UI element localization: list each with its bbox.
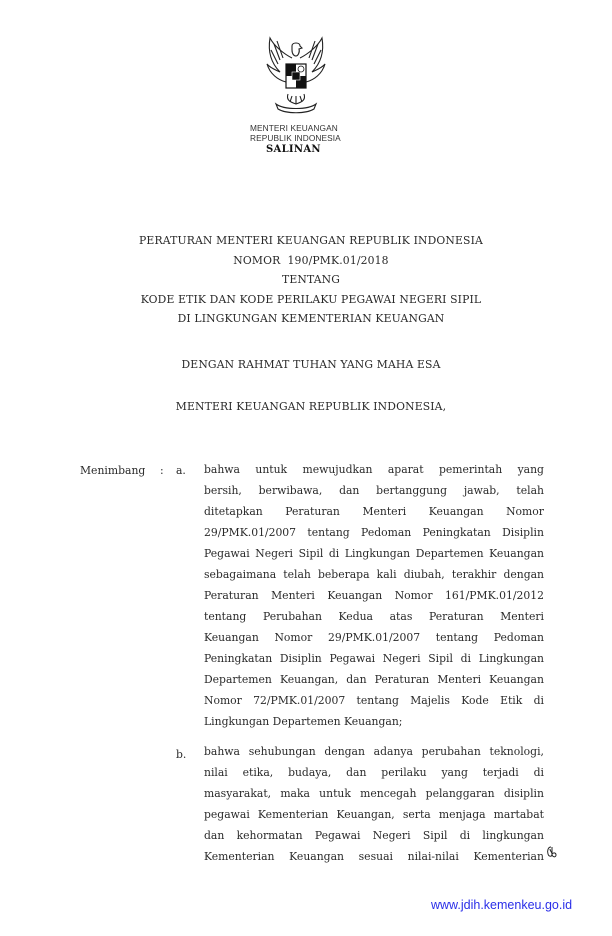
justified-words: dan kehormatan Pegawai Negeri Sipil di lingkungan — [204, 829, 544, 842]
jdih-website-link[interactable]: www.jdih.kemenkeu.go.id — [431, 898, 573, 912]
text-line — [204, 459, 544, 480]
item-marker-a: a. — [176, 464, 186, 477]
text-line — [204, 741, 544, 762]
ministry-name: MENTERI KEUANGAN — [250, 123, 338, 133]
justified-words: 29/PMK.01/2007 tentang Pedoman Peningkatan Disiplin — [204, 526, 544, 539]
justified-words: Kementerian Keuangan sesuai nilai-nilai Kementerian — [204, 850, 544, 863]
text-line — [204, 846, 544, 867]
text-line — [204, 825, 544, 846]
text-line — [204, 627, 544, 648]
invocation: DENGAN RAHMAT TUHAN YANG MAHA ESA — [181, 358, 441, 371]
regulation-subject-2: DI LINGKUNGAN KEMENTERIAN KEUANGAN — [177, 312, 445, 325]
justified-words: ditetapkan Peraturan Menteri Keuangan Nomor — [204, 505, 544, 518]
text-line — [204, 543, 544, 564]
item-marker-b: b. — [176, 748, 187, 761]
text-line — [204, 522, 544, 543]
considering-item-b — [204, 741, 544, 867]
regulation-subject-1: KODE ETIK DAN KODE PERILAKU PEGAWAI NEGERI SIPIL — [140, 292, 482, 306]
authority-line: MENTERI KEUANGAN REPUBLIK INDONESIA, — [175, 400, 447, 413]
text-line — [204, 783, 544, 804]
copy-stamp: SALINAN — [266, 144, 321, 155]
justified-words: pegawai Kementerian Keuangan, serta menjaga martabat — [204, 808, 544, 821]
justified-words: bahwa untuk mewujudkan aparat pemerintah yang — [204, 463, 544, 476]
considering-label: Menimbang — [80, 464, 146, 477]
regulation-number: NOMOR 190/PMK.01/2018 — [233, 253, 389, 267]
justified-words: Peraturan Menteri Keuangan Nomor 161/PMK.01/2012 — [204, 589, 544, 602]
text-line — [204, 606, 544, 627]
justified-words: masyarakat, maka untuk mencegah pelanggaran disiplin — [204, 787, 544, 800]
text-line — [204, 585, 544, 606]
justified-words: Departemen Keuangan, dan Peraturan Menteri Keuangan — [204, 673, 544, 686]
initial-mark-icon — [546, 845, 558, 862]
considering-item-a — [204, 459, 544, 732]
text-line — [204, 690, 544, 711]
justified-words: Nomor 72/PMK.01/2007 tentang Majelis Kode Etik di — [204, 694, 544, 707]
ministry-header — [240, 124, 370, 143]
text-line — [204, 804, 544, 825]
justified-words: sebagaimana telah beberapa kali diubah, terakhir dengan — [204, 568, 544, 581]
justified-words: tentang Perubahan Kedua atas Peraturan Menteri — [204, 610, 544, 623]
justified-words: Peningkatan Disiplin Pegawai Negeri Sipil di Lingkungan — [204, 652, 544, 665]
text-line: Lingkungan Departemen Keuangan; — [204, 715, 403, 728]
justified-words: bahwa sehubungan dengan adanya perubahan teknologi, — [204, 745, 544, 758]
text-line — [204, 762, 544, 783]
republic-name: REPUBLIK INDONESIA — [250, 132, 341, 143]
justified-words: Keuangan Nomor 29/PMK.01/2007 tentang Pedoman — [204, 631, 544, 644]
considering-colon: : — [160, 464, 164, 477]
text-line — [204, 564, 544, 585]
justified-words: nilai etika, budaya, dan perilaku yang terjadi di — [204, 766, 544, 779]
text-line — [204, 480, 544, 501]
justified-words: bersih, berwibawa, dan bertanggung jawab, telah — [204, 484, 544, 497]
text-line — [204, 669, 544, 690]
justified-words: Pegawai Negeri Sipil di Lingkungan Departemen Keuangan — [204, 547, 544, 560]
garuda-emblem-icon — [262, 36, 330, 116]
regulation-title — [0, 231, 612, 329]
title-line-1: PERATURAN MENTERI KEUANGAN REPUBLIK INDONESIA — [139, 234, 483, 247]
title-line-tentang: TENTANG — [281, 273, 341, 286]
text-line — [204, 501, 544, 522]
text-line — [204, 648, 544, 669]
